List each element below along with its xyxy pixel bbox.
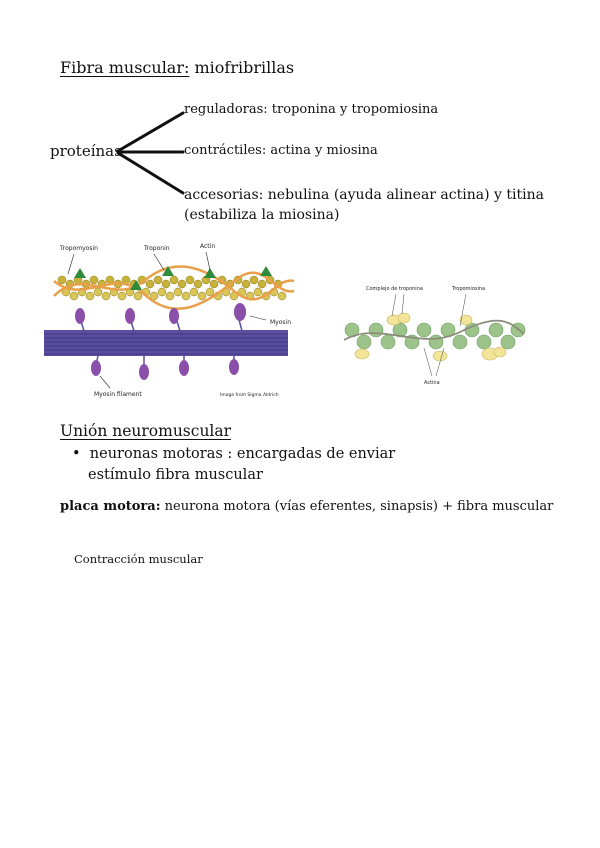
label-troponin: Troponin [144, 245, 170, 252]
contractile-proteins: contráctiles: actina y miosina [184, 143, 378, 158]
image-credit: Image from Sigma Aldrich [220, 393, 279, 398]
regulatory-proteins: reguladoras: troponina y tropomiosina [184, 102, 439, 117]
contraction-heading: Contracción muscular [74, 552, 203, 566]
bullet-line1: neuronas motoras : encargadas de enviar [89, 446, 396, 462]
accessory-proteins-line1: accesorias: nebulina (ayuda alinear actina) y titina [184, 187, 544, 203]
bullet-dot-icon: • [72, 446, 90, 462]
label-myosin: Myosin [270, 319, 291, 326]
heading-rest: miofribrillas [189, 58, 295, 77]
thin-filament-diagram [340, 282, 526, 390]
proteins-label: proteínas [50, 142, 122, 160]
bullet-motor-neurons [72, 446, 395, 462]
actin-beads [345, 323, 525, 349]
label-tropomyosin: Tropomyosin [60, 245, 98, 252]
label-tropomyosin-right: Tropomiosina [452, 286, 486, 292]
myosin-thick-filament [44, 330, 288, 356]
motor-plate-label: placa motora: [60, 499, 161, 514]
label-actin-right: Actina [424, 380, 440, 386]
motor-plate-text: neurona motora (vías eferentes, sinapsis) + fibra muscular [160, 499, 554, 514]
myosin-heads-upper [75, 303, 246, 331]
label-myosin-filament: Myosin filament [94, 391, 142, 398]
heading-underlined: Fibra muscular: [60, 58, 190, 77]
tropomyosin-strands [54, 267, 294, 309]
sarcomere-filament-diagram [44, 236, 306, 400]
bullet-line2: estímulo fibra muscular [88, 467, 263, 483]
myosin-heads-lower [91, 356, 239, 380]
label-actin: Actin [200, 243, 216, 250]
motor-plate-definition [60, 499, 553, 514]
neuromuscular-title: Unión neuromuscular [60, 422, 232, 440]
accessory-proteins-line2: (estabiliza la miosina) [184, 207, 340, 223]
label-troponin-complex: Complejo de troponina [366, 286, 423, 292]
